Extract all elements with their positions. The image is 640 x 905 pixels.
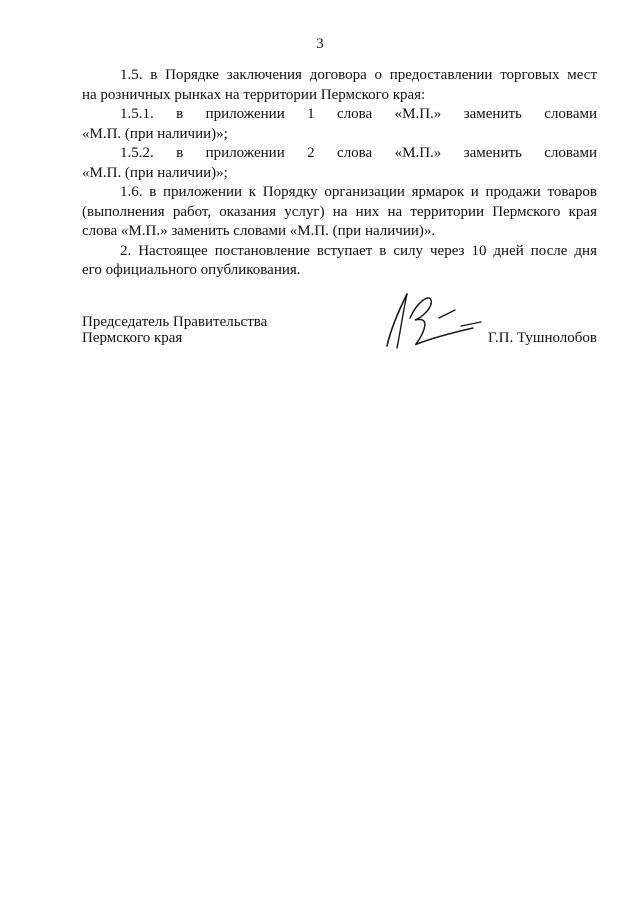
signatory-name: Г.П. Тушнолобов (487, 330, 597, 346)
paragraph-2: 2. Настоящее постановление вступает в силу через 10 дней после дня (120, 242, 597, 259)
paragraph-1-5-2: 1.5.2. в приложении 2 слова «М.П.» заменить словами (120, 145, 597, 161)
paragraph-1-6: 1.6. в приложении к Порядку организации ярмарок и продажи товаров (120, 184, 597, 200)
paragraph-1-6-cont-1: (выполнения работ, оказания услуг) на них на территории Пермского края (82, 203, 597, 220)
signatory-title (82, 314, 267, 346)
paragraph-1-5-2-cont: «М.П. (при наличии)»; (82, 164, 228, 181)
paragraph-1-6-cont-2: слова «М.П.» заменить словами «М.П. (при наличии)». (82, 223, 436, 239)
paragraph-1-5-1: 1.5.1. в приложении 1 слова «М.П.» заменить словами (120, 106, 597, 122)
paragraph-1-5-1-cont: «М.П. (при наличии)»; (82, 125, 228, 142)
paragraph-1-5-cont: на розничных рынках на территории Пермского края: (82, 86, 426, 103)
paragraph-2-cont: его официального опубликования. (82, 262, 301, 278)
signatory-title-line-1: Председатель Правительства (82, 314, 268, 330)
page-number: 3 (316, 36, 324, 52)
signatory-title-line-2: Пермского края (82, 330, 183, 346)
document-body (82, 66, 597, 281)
signature-block (82, 314, 597, 354)
paragraph-1-5: 1.5. в Порядке заключения договора о предоставлении торговых мест (120, 67, 597, 83)
handwritten-signature (377, 288, 487, 360)
